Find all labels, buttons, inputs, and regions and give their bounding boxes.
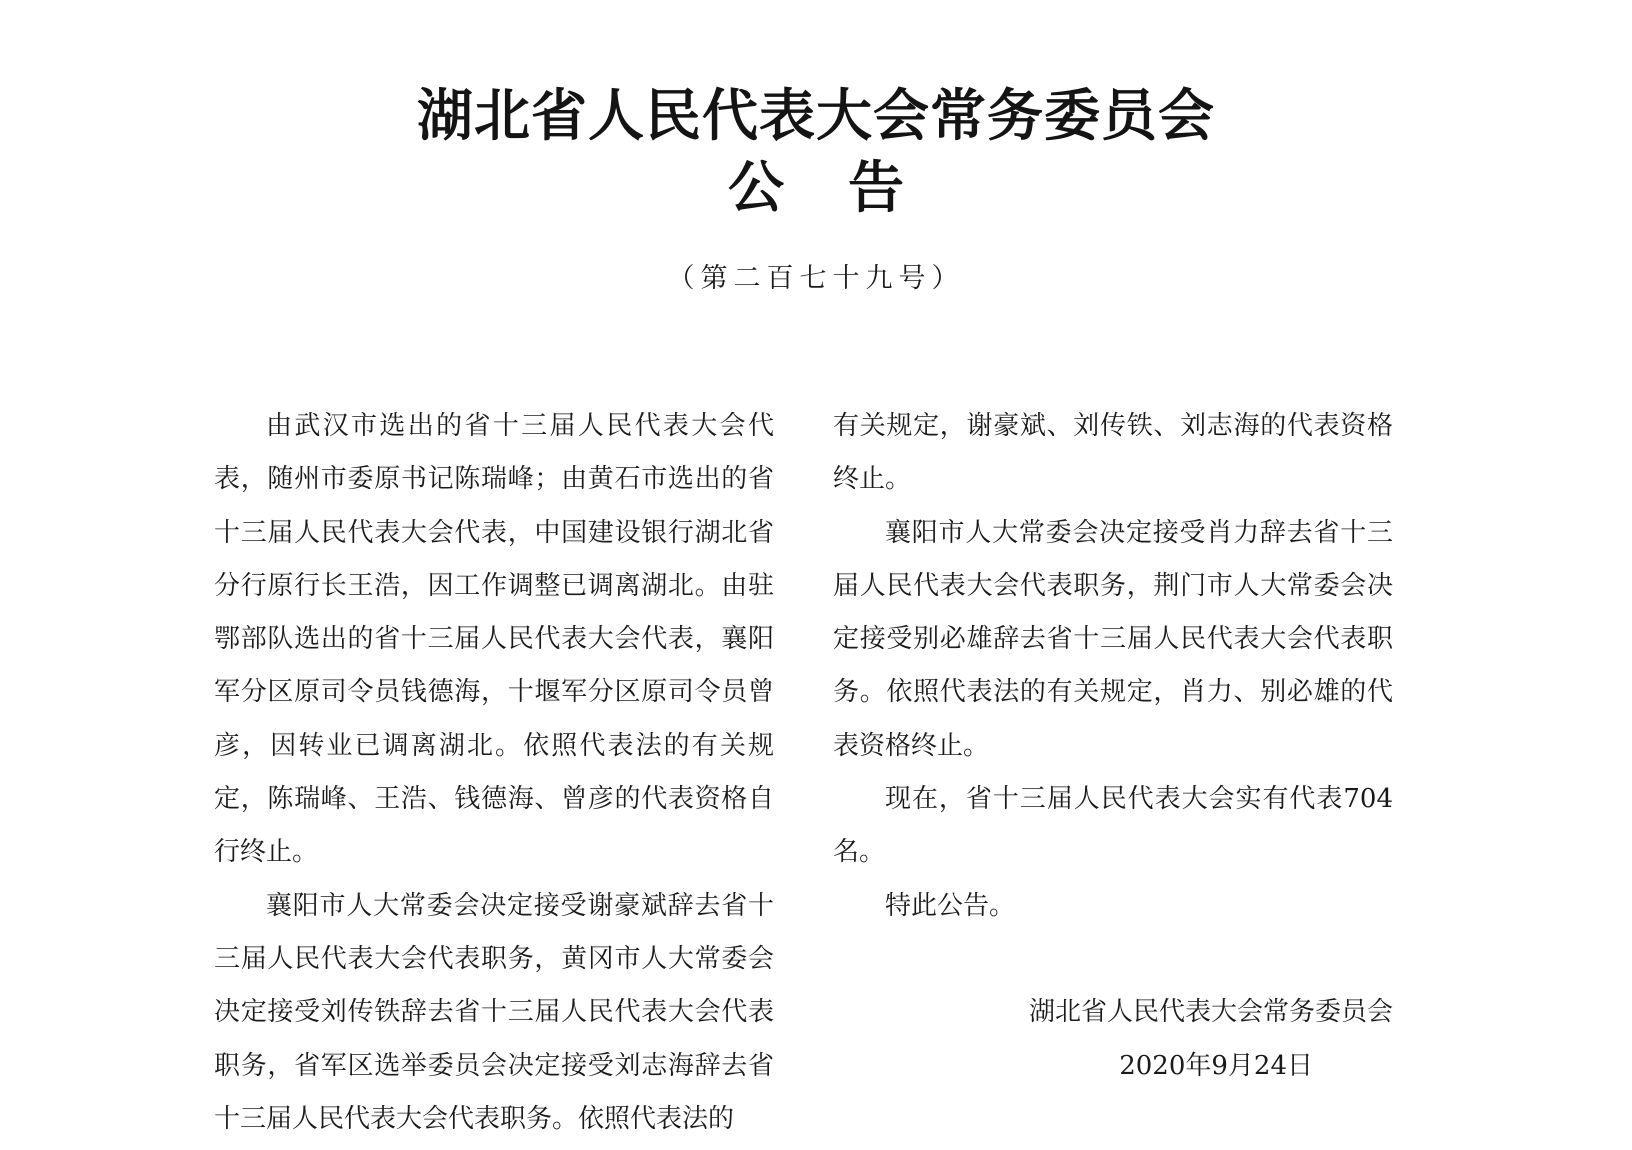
- announcement-title: 公告: [728, 156, 968, 221]
- paragraph-3: 襄阳市人大常委会决定接受肖力辞去省十三届人民代表大会代表职务，荆门市人大常委会决定接受别必雄辞去省十三届人民代表大会代表职务。依照代表法的有关规定，肖力、别必雄的代表资格终止。: [833, 517, 1393, 761]
- paragraph-4: 现在，省十三届人民代表大会实有代表704名。: [833, 784, 1393, 868]
- body-column-right: [833, 400, 1393, 1093]
- body-column-left: [214, 400, 774, 1146]
- paragraph-1: 由武汉市选出的省十三届人民代表大会代表，随州市委原书记陈瑞峰；由黄石市选出的省十三届人民代表大会代表，中国建设银行湖北省分行原行长王浩，因工作调整已调离湖北。由驻鄂部队选出的省十三届人民代表大会代表，襄阳军分区原司令员钱德海，十堰军分区原司令员曾彦，因转业已调离湖北。依照代表法的有关规定，陈瑞峰、王浩、钱德海、曾彦的代表资格自行终止。: [214, 411, 774, 868]
- announcement-issuer-title: 湖北省人民代表大会常务委员会: [417, 84, 1215, 149]
- signature-date: 2020年9月24日: [1119, 1050, 1313, 1081]
- signature-organization: 湖北省人民代表大会常务委员会: [1028, 997, 1393, 1028]
- announcement-number: （第二百七十九号）: [667, 263, 965, 294]
- paragraph-5: 特此公告。: [885, 890, 1016, 921]
- signature-spacer: [833, 933, 1393, 986]
- paragraph-2: 襄阳市人大常委会决定接受谢豪斌辞去省十三届人民代表大会代表职务，黄冈市人大常委会决定接受刘传铁辞去省十三届人民代表大会代表职务，省军区选举委员会决定接受刘志海辞去省十三届人民代表大会代表职务。依照代表法的: [214, 890, 774, 1134]
- paragraph-2-continued: 有关规定，谢豪斌、刘传铁、刘志海的代表资格终止。: [833, 411, 1393, 495]
